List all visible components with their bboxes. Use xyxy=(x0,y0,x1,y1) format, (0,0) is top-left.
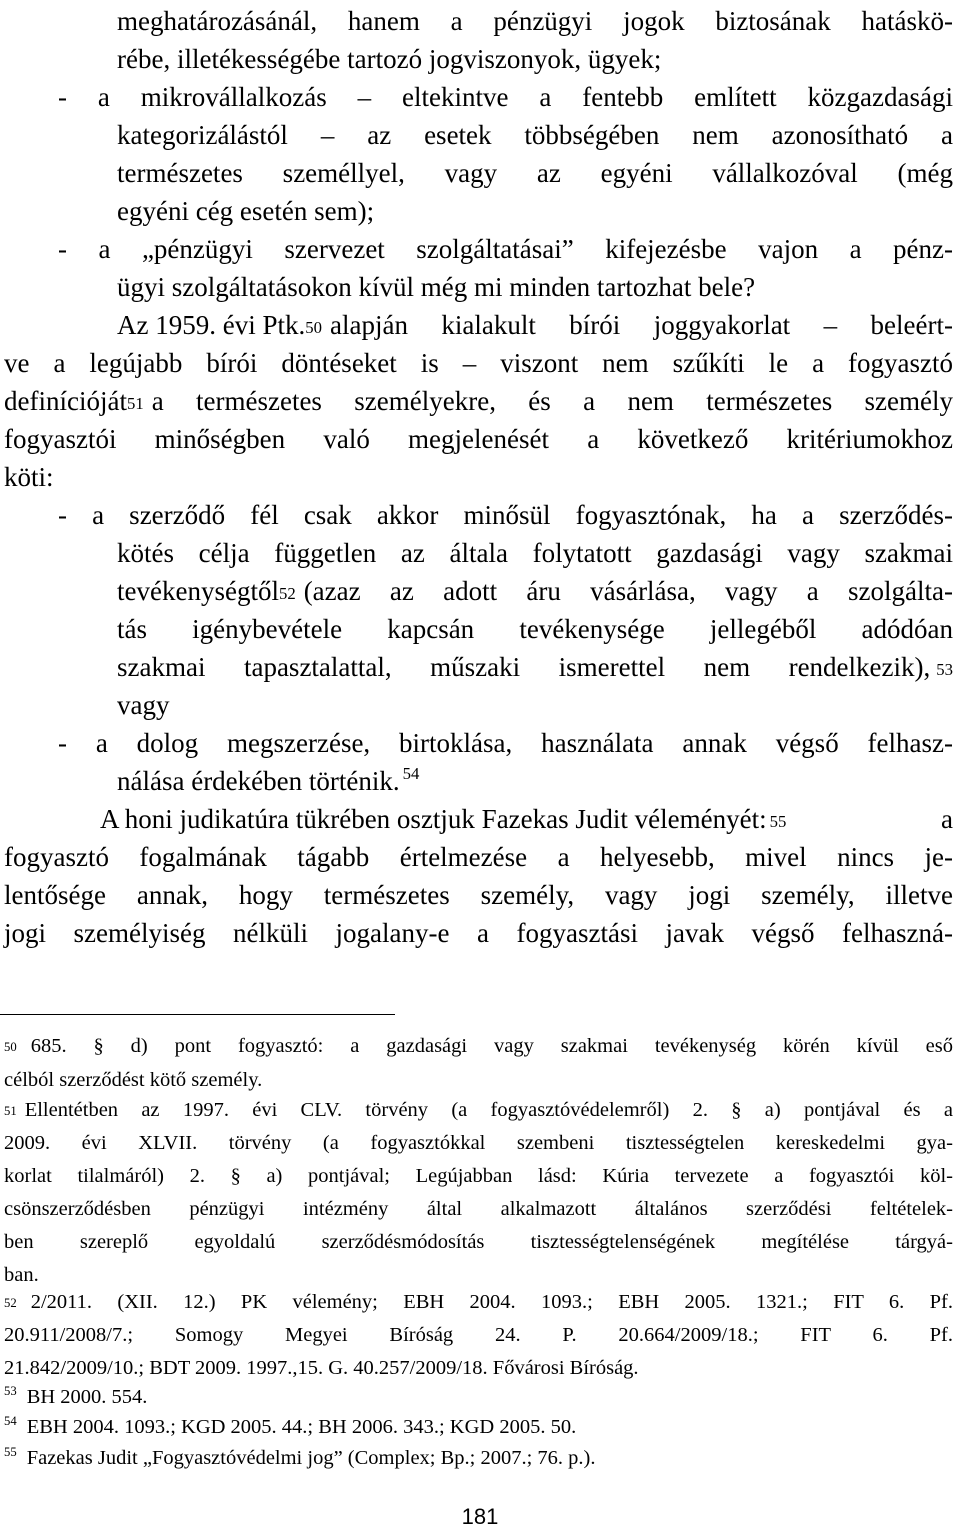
footnote: $^{51}$ Ellentétben az 1997. évi CLV. törvény (a fogyasztóvédelemről) 2. § a) pontjával és a xyxy=(4,1099,953,1121)
footnote-line: ben szereplő egyoldalú szerződésmódosítás tisztességtelenségének megítélése tárgyá- xyxy=(4,1231,953,1253)
body-line: - a „pénzügyi szervezet szolgáltatásai” kifejezésbe vajon a pénz- xyxy=(58,234,953,264)
body-line: rébe, illetékességébe tartozó jogviszonyok, ügyek; xyxy=(117,44,662,74)
body-line: egyéni cég esetén sem); xyxy=(117,196,375,226)
body-text: A honi judikatúra tükrében osztjuk Fazekas Judit véleményét: xyxy=(100,804,767,834)
footnote-line: 21.842/2009/10.; BDT 2009. 1997.,15. G. 40.257/2009/18. Fővárosi Bíróság. xyxy=(4,1357,639,1379)
body-text: alapján kialakult bírói joggyakorlat – beleért- xyxy=(329,310,953,340)
body-line: - a szerződő fél csak akkor minősül fogyasztónak, ha a szerződés- xyxy=(58,500,953,530)
body-line: A honi judikatúra tükrében osztjuk Fazekas Judit véleményét: $^{55}$ a xyxy=(100,804,953,834)
body-line: ügyi szolgáltatásokon kívül még mi minden tartozhat bele? xyxy=(117,272,756,302)
body-text: a természetes személyekre, és a nem természetes személy xyxy=(151,386,953,416)
body-line: - a mikrovállalkozás – eltekintve a fentebb említett közgazdasági xyxy=(58,82,953,112)
footnote-number: 53 xyxy=(4,1383,17,1398)
footnote-text: 685. § d) pont fogyasztó: a gazdasági vagy szakmai tevékenység körén kívül eső xyxy=(30,1035,953,1057)
footnote: $^{50}$ 685. § d) pont fogyasztó: a gazdasági vagy szakmai tevékenység körén kívül eső xyxy=(4,1035,953,1057)
footnote-text: 2/2011. (XII. 12.) PK vélemény; EBH 2004. 1093.; EBH 2005. 1321.; FIT 6. Pf. xyxy=(30,1291,953,1313)
footnote-separator xyxy=(0,1014,395,1015)
footnote-text: Ellentétben az 1997. évi CLV. törvény (a fogyasztóvédelemről) 2. § a) pontjával és a xyxy=(24,1099,953,1121)
body-line: kötés célja független az általa folytatott gazdasági vagy szakmai xyxy=(117,538,953,568)
body-line: Az 1959. évi Ptk. $^{50}$ alapján kialakult bírói joggyakorlat – beleért- xyxy=(117,310,953,340)
body-line: tás igénybevétele kapcsán tevékenysége jellegéből adódóan xyxy=(117,614,953,644)
body-line: vagy xyxy=(117,690,170,720)
body-line: fogyasztói minőségben való megjelenését a következő kritériumokhoz xyxy=(4,424,953,454)
body-line: - a dolog megszerzése, birtoklása, használata annak végső felhasz- xyxy=(58,728,953,758)
footnote-line: csönszerződésben pénzügyi intézmény által alkalmazott általános szerződési feltételek- xyxy=(4,1198,953,1220)
body-text: Az 1959. évi Ptk. xyxy=(117,310,306,340)
footnote xyxy=(4,1384,147,1410)
footnote-text: EBH 2004. 1093.; KGD 2005. 44.; BH 2006. 343.; KGD 2005. 50. xyxy=(26,1416,577,1438)
body-text: (azaz az adott áru vásárlása, vagy a szolgálta- xyxy=(303,576,953,606)
body-text: tevékenységtől xyxy=(117,576,279,606)
body-text: definícióját xyxy=(4,386,127,416)
footnote-text: Fazekas Judit „Fogyasztóvédelmi jog” (Complex; Bp.; 2007.; 76. p.). xyxy=(26,1447,596,1469)
body-line: kategorizálástól – az esetek többségében nem azonosítható a xyxy=(117,120,953,150)
footnote-number: 55 xyxy=(4,1444,17,1459)
body-line: meghatározásánál, hanem a pénzügyi jogok biztosának hatáskö- xyxy=(117,6,953,36)
footnote-line: korlat tilalmáról) 2. § a) pontjával; Legújabban lásd: Kúria tervezete a fogyasztói köl- xyxy=(4,1165,953,1187)
body-line: természetes személlyel, vagy az egyéni vállalkozóval (még xyxy=(117,158,953,188)
body-text: nálása érdekében történik. xyxy=(117,766,400,796)
page-number: 181 xyxy=(461,1504,499,1529)
footnote-line: célból szerződést kötő személy. xyxy=(4,1069,263,1091)
body-line: tevékenységtől $^{52}$ (azaz az adott áru vásárlása, vagy a szolgálta- xyxy=(117,576,953,606)
body-text: szakmai tapasztalattal, műszaki ismerettel nem rendelkezik), xyxy=(117,652,931,682)
footnote-line: 2009. évi XLVII. törvény (a fogyasztókkal szembeni tisztességtelen kereskedelmi gya- xyxy=(4,1132,953,1154)
body-line: definícióját $^{51}$ a természetes személyekre, és a nem természetes személy xyxy=(4,386,953,416)
body-line: ve a legújabb bírói döntéseket is – viszont nem szűkíti le a fogyasztó xyxy=(4,348,953,378)
body-line xyxy=(117,764,419,798)
footnote-ref: 54 xyxy=(402,764,420,784)
footnote-number: 54 xyxy=(4,1413,17,1428)
body-line: köti: xyxy=(4,462,54,492)
body-text: a xyxy=(941,804,953,834)
footnote-line: ban. xyxy=(4,1264,39,1286)
footnote-text: BH 2000. 554. xyxy=(26,1386,148,1408)
body-line: szakmai tapasztalattal, műszaki ismerettel nem rendelkezik), $^{53}$ xyxy=(117,652,953,682)
footnote-line: 20.911/2008/7.; Somogy Megyei Bíróság 24. P. 20.664/2009/18.; FIT 6. Pf. xyxy=(4,1324,953,1346)
footnote: $^{52}$ 2/2011. (XII. 12.) PK vélemény; EBH 2004. 1093.; EBH 2005. 1321.; FIT 6. Pf. xyxy=(4,1291,953,1313)
body-line: fogyasztó fogalmának tágabb értelmezése a helyesebb, mivel nincs je- xyxy=(4,842,953,872)
body-line: lentősége annak, hogy természetes személy, vagy jogi személy, illetve xyxy=(4,880,953,910)
footnote xyxy=(4,1414,576,1440)
body-line: jogi személyiség nélküli jogalany-e a fogyasztási javak végső felhaszná- xyxy=(4,918,953,948)
footnote xyxy=(4,1445,596,1471)
